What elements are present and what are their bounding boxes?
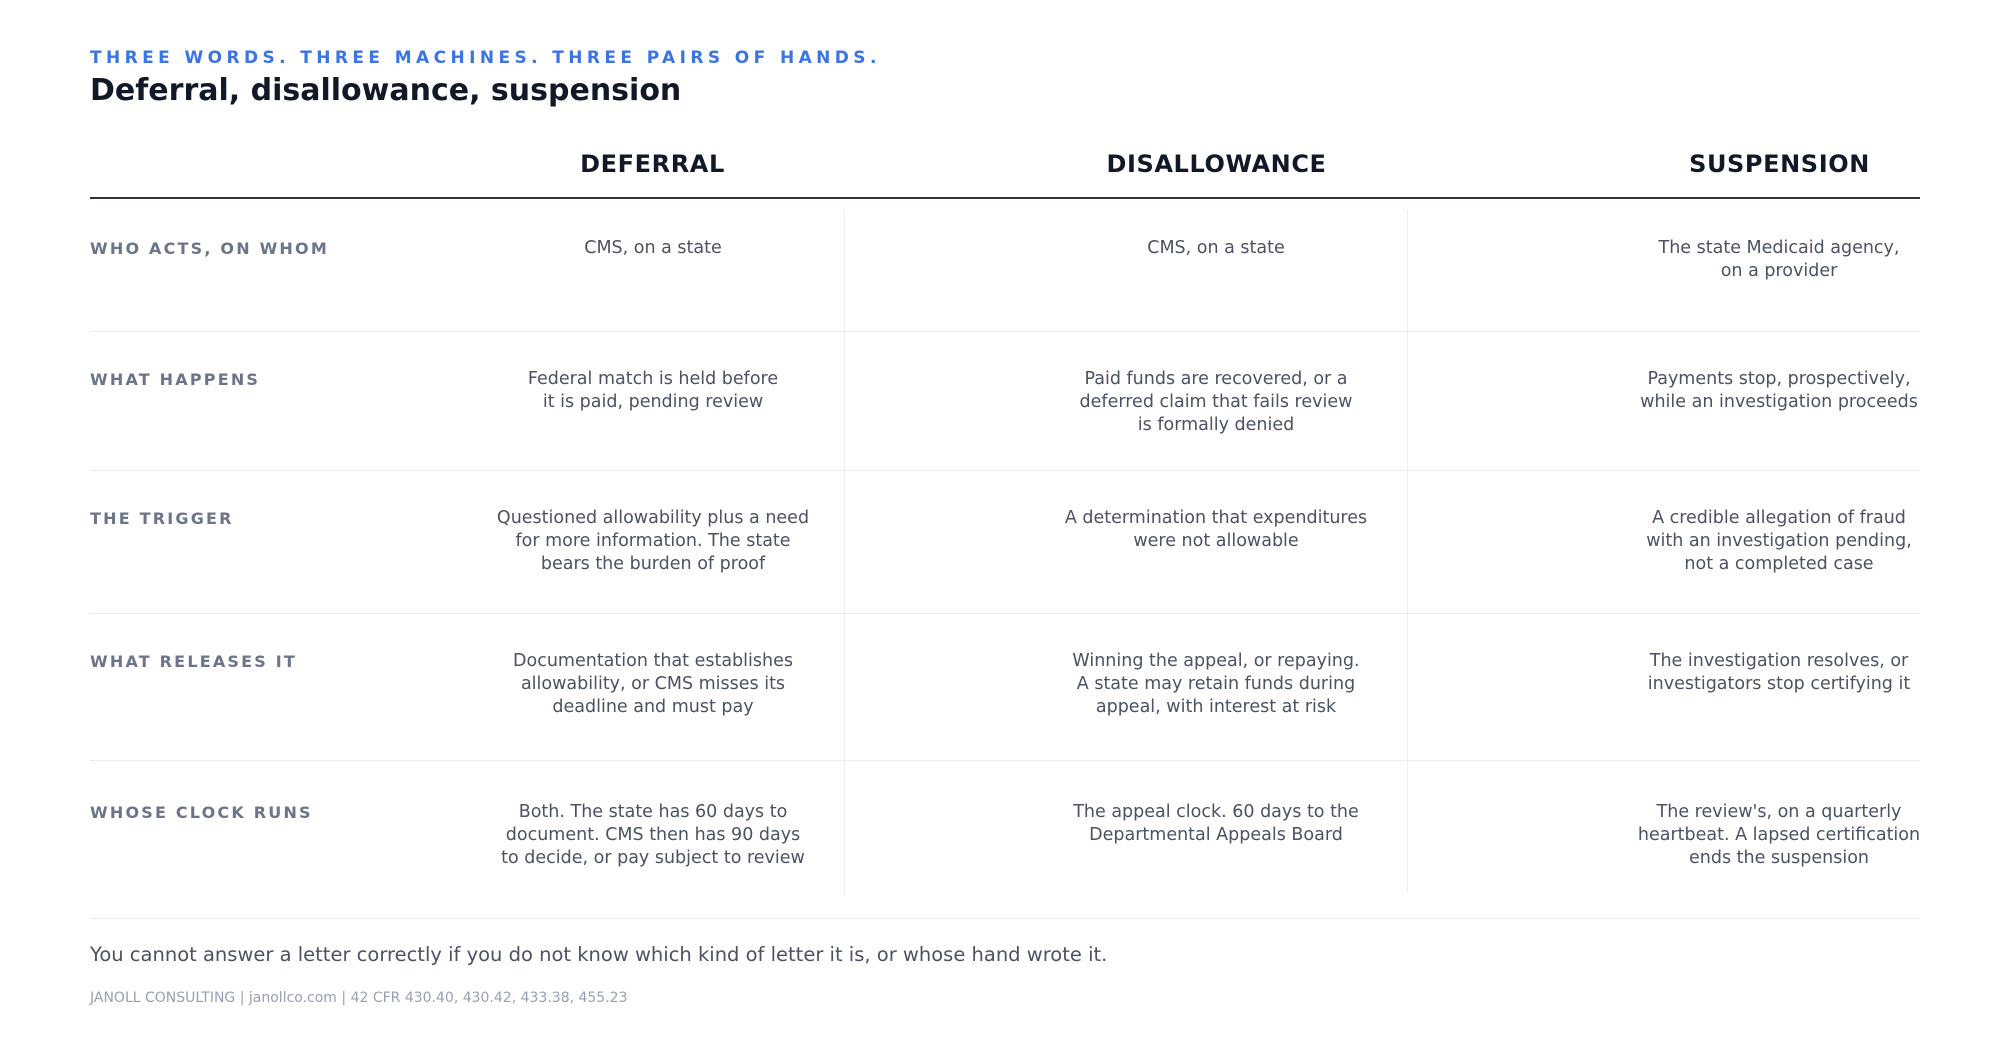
row-label: THE TRIGGER — [90, 509, 234, 528]
table-cell: Both. The state has 60 days to document. CMS then has 90 days to decide, or pay subject to review — [501, 802, 805, 868]
row-label: WHO ACTS, ON WHOM — [90, 239, 329, 258]
slide — [90, 0, 1920, 1050]
page-title: Deferral, disallowance, suspension — [90, 73, 682, 108]
table-cell: Winning the appeal, or repaying. A state may retain funds during appeal, with interest at risk — [1072, 651, 1360, 717]
header-rule — [90, 197, 1920, 199]
table-cell: CMS, on a state — [1147, 238, 1285, 258]
row-divider — [90, 613, 1920, 614]
row-divider — [90, 760, 1920, 761]
takeaway-text: You cannot answer a letter correctly if you do not know which kind of letter it is, or whose hand wrote it. — [90, 943, 1108, 966]
table-cell: A determination that expenditures were not allowable — [1064, 508, 1368, 551]
table-cell: Paid funds are recovered, or a deferred claim that fails review is formally denied — [1079, 369, 1353, 435]
column-headers — [90, 150, 1920, 198]
table-cell: The state Medicaid agency, on a provider — [1658, 238, 1900, 281]
row-divider — [90, 331, 1920, 332]
table-cell: The investigation resolves, or investigators stop certifying it — [1647, 651, 1911, 694]
column-header-deferral: DEFERRAL — [580, 150, 725, 178]
row-label: WHAT RELEASES IT — [90, 652, 298, 671]
table-cell: The review's, on a quarterly heartbeat. A lapsed certification ends the suspension — [1637, 802, 1921, 868]
row-label: WHAT HAPPENS — [90, 370, 261, 389]
eyebrow-kicker: THREE WORDS. THREE MACHINES. THREE PAIRS OF HANDS. — [90, 48, 881, 68]
column-header-suspension: SUSPENSION — [1689, 150, 1870, 178]
table-cell: A credible allegation of fraud with an investigation pending, not a completed case — [1646, 508, 1912, 574]
column-header-disallowance: DISALLOWANCE — [1106, 150, 1327, 178]
footer-source: JANOLL CONSULTING | janollco.com | 42 CFR 430.40, 430.42, 433.38, 455.23 — [90, 990, 628, 1006]
table-cell: The appeal clock. 60 days to the Departmental Appeals Board — [1073, 802, 1359, 845]
table-cell: Documentation that establishes allowability, or CMS misses its deadline and must pay — [513, 651, 793, 717]
bottom-rule — [90, 918, 1920, 919]
table-cell: Federal match is held before it is paid, pending review — [527, 369, 779, 412]
table-cell: Payments stop, prospectively, while an investigation proceeds — [1640, 369, 1918, 412]
table-cell: CMS, on a state — [584, 238, 722, 258]
table-cell: Questioned allowability plus a need for more information. The state bears the burden of proof — [496, 508, 810, 574]
row-label: WHOSE CLOCK RUNS — [90, 803, 313, 822]
row-divider — [90, 470, 1920, 471]
